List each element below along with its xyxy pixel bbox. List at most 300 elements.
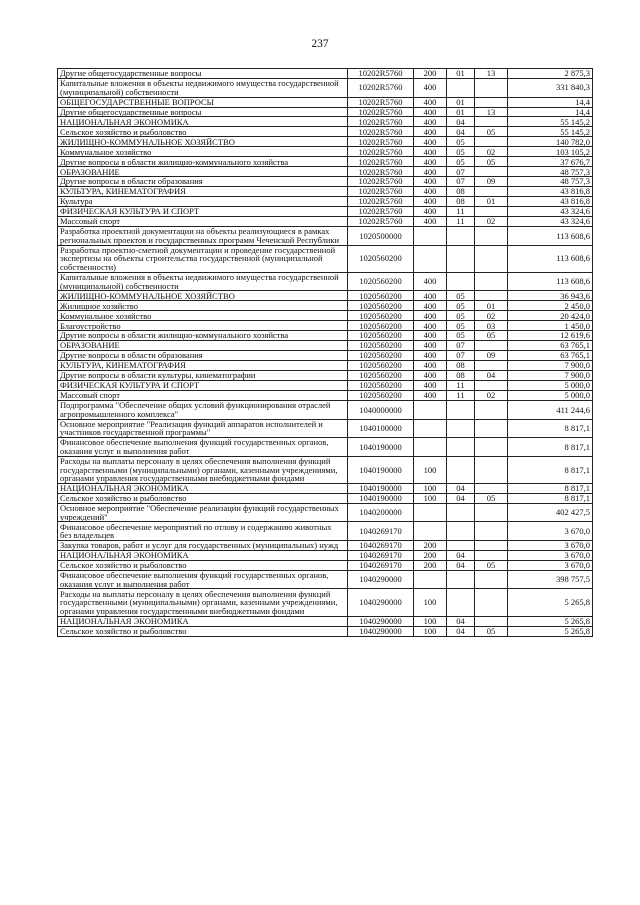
subsection: 02 <box>475 147 508 157</box>
subsection <box>475 550 508 560</box>
target-code: 10202R5760 <box>348 97 414 107</box>
row-name: Другие общегосударственные вопросы <box>58 107 348 117</box>
amount: 331 840,3 <box>508 78 593 97</box>
section: 01 <box>447 107 475 117</box>
row-name: Жилищное хозяйство <box>58 301 348 311</box>
expense-type: 400 <box>414 157 447 167</box>
table-row <box>58 626 593 636</box>
expense-type: 200 <box>414 69 447 79</box>
subsection <box>475 272 508 291</box>
amount: 43 816,8 <box>508 187 593 197</box>
expense-type: 400 <box>414 167 447 177</box>
budget-table-body <box>58 69 593 637</box>
table-row <box>58 381 593 391</box>
amount: 398 757,5 <box>508 570 593 589</box>
table-row <box>58 550 593 560</box>
amount: 48 757,3 <box>508 167 593 177</box>
subsection <box>475 483 508 493</box>
amount: 5 265,8 <box>508 626 593 636</box>
expense-type: 400 <box>414 371 447 381</box>
row-name: Массовый спорт <box>58 391 348 401</box>
table-row <box>58 157 593 167</box>
target-code: 1020560200 <box>348 391 414 401</box>
table-row <box>58 401 593 420</box>
section <box>447 540 475 550</box>
expense-type: 100 <box>414 483 447 493</box>
target-code: 10202R5760 <box>348 107 414 117</box>
target-code: 10202R5760 <box>348 217 414 227</box>
amount: 20 424,0 <box>508 311 593 321</box>
subsection: 05 <box>475 560 508 570</box>
amount: 43 324,6 <box>508 217 593 227</box>
target-code: 1020560200 <box>348 351 414 361</box>
row-name: Благоустройство <box>58 321 348 331</box>
table-row <box>58 522 593 541</box>
budget-table <box>57 68 593 637</box>
target-code: 1040190000 <box>348 438 414 457</box>
target-code: 1020560200 <box>348 291 414 301</box>
row-name: Сельское хозяйство и рыболовство <box>58 560 348 570</box>
row-name: НАЦИОНАЛЬНАЯ ЭКОНОМИКА <box>58 117 348 127</box>
subsection: 02 <box>475 311 508 321</box>
subsection <box>475 227 508 246</box>
row-name: ФИЗИЧЕСКАЯ КУЛЬТУРА И СПОРТ <box>58 381 348 391</box>
target-code: 1040200000 <box>348 503 414 522</box>
target-code: 1020560200 <box>348 371 414 381</box>
row-name: Основное мероприятие "Обеспечение реализации функций государственных учреждений" <box>58 503 348 522</box>
target-code: 1040269170 <box>348 522 414 541</box>
amount: 8 817,1 <box>508 419 593 438</box>
section <box>447 78 475 97</box>
amount: 3 670,0 <box>508 540 593 550</box>
expense-type <box>414 245 447 272</box>
subsection: 05 <box>475 157 508 167</box>
table-row <box>58 107 593 117</box>
section: 05 <box>447 331 475 341</box>
expense-type <box>414 438 447 457</box>
amount: 2 450,0 <box>508 301 593 311</box>
section: 01 <box>447 97 475 107</box>
section: 04 <box>447 550 475 560</box>
section: 07 <box>447 167 475 177</box>
amount: 8 817,1 <box>508 483 593 493</box>
subsection: 05 <box>475 626 508 636</box>
section: 11 <box>447 207 475 217</box>
section: 08 <box>447 371 475 381</box>
subsection <box>475 438 508 457</box>
target-code: 10202R5760 <box>348 117 414 127</box>
amount: 5 000,0 <box>508 391 593 401</box>
subsection <box>475 78 508 97</box>
row-name: Сельское хозяйство и рыболовство <box>58 626 348 636</box>
row-name: НАЦИОНАЛЬНАЯ ЭКОНОМИКА <box>58 483 348 493</box>
table-row <box>58 167 593 177</box>
row-name: Основное мероприятие "Реализация функций аппаратов исполнителей и участников государственной программы" <box>58 419 348 438</box>
target-code: 10202R5760 <box>348 167 414 177</box>
amount: 1 450,0 <box>508 321 593 331</box>
section: 08 <box>447 361 475 371</box>
table-row <box>58 127 593 137</box>
target-code: 1020560200 <box>348 311 414 321</box>
section <box>447 438 475 457</box>
target-code: 1020560200 <box>348 331 414 341</box>
subsection <box>475 522 508 541</box>
section: 04 <box>447 117 475 127</box>
amount: 8 817,1 <box>508 438 593 457</box>
expense-type <box>414 570 447 589</box>
amount: 14,4 <box>508 97 593 107</box>
table-row <box>58 391 593 401</box>
table-row <box>58 371 593 381</box>
section <box>447 245 475 272</box>
amount: 2 875,3 <box>508 69 593 79</box>
subsection: 05 <box>475 127 508 137</box>
section: 07 <box>447 341 475 351</box>
section: 04 <box>447 127 475 137</box>
row-name: Финансовое обеспечение мероприятий по отлову и содержанию животных без владельцев <box>58 522 348 541</box>
subsection <box>475 167 508 177</box>
expense-type: 400 <box>414 331 447 341</box>
row-name: Закупка товаров, работ и услуг для государственных (муниципальных) нужд <box>58 540 348 550</box>
amount: 37 676,7 <box>508 157 593 167</box>
section: 05 <box>447 311 475 321</box>
subsection: 09 <box>475 177 508 187</box>
amount: 43 324,6 <box>508 207 593 217</box>
row-name: Культура <box>58 197 348 207</box>
table-row <box>58 361 593 371</box>
subsection: 13 <box>475 69 508 79</box>
amount: 5 265,8 <box>508 589 593 616</box>
target-code: 1040290000 <box>348 570 414 589</box>
subsection: 02 <box>475 217 508 227</box>
table-row <box>58 438 593 457</box>
target-code: 1040190000 <box>348 456 414 483</box>
expense-type: 400 <box>414 321 447 331</box>
table-row <box>58 351 593 361</box>
table-row <box>58 245 593 272</box>
amount: 5 265,8 <box>508 616 593 626</box>
expense-type: 400 <box>414 117 447 127</box>
target-code: 10202R5760 <box>348 207 414 217</box>
subsection: 01 <box>475 301 508 311</box>
target-code: 1020560200 <box>348 321 414 331</box>
amount: 8 817,1 <box>508 456 593 483</box>
row-name: ОБРАЗОВАНИЕ <box>58 167 348 177</box>
section <box>447 272 475 291</box>
expense-type <box>414 401 447 420</box>
expense-type: 400 <box>414 391 447 401</box>
row-name: ЖИЛИЩНО-КОММУНАЛЬНОЕ ХОЗЯЙСТВО <box>58 137 348 147</box>
expense-type: 400 <box>414 311 447 321</box>
row-name: ФИЗИЧЕСКАЯ КУЛЬТУРА И СПОРТ <box>58 207 348 217</box>
target-code: 1040290000 <box>348 589 414 616</box>
expense-type: 400 <box>414 127 447 137</box>
subsection <box>475 207 508 217</box>
row-name: ОБЩЕГОСУДАРСТВЕННЫЕ ВОПРОСЫ <box>58 97 348 107</box>
expense-type: 200 <box>414 540 447 550</box>
expense-type: 400 <box>414 291 447 301</box>
expense-type: 100 <box>414 456 447 483</box>
subsection <box>475 616 508 626</box>
target-code: 10202R5760 <box>348 69 414 79</box>
section <box>447 401 475 420</box>
table-row <box>58 117 593 127</box>
expense-type: 400 <box>414 341 447 351</box>
row-name: Сельское хозяйство и рыболовство <box>58 493 348 503</box>
amount: 7 900,0 <box>508 361 593 371</box>
target-code: 10202R5760 <box>348 177 414 187</box>
row-name: НАЦИОНАЛЬНАЯ ЭКОНОМИКА <box>58 550 348 560</box>
target-code: 1040190000 <box>348 493 414 503</box>
section: 04 <box>447 493 475 503</box>
row-name: ЖИЛИЩНО-КОММУНАЛЬНОЕ ХОЗЯЙСТВО <box>58 291 348 301</box>
target-code: 1020560200 <box>348 245 414 272</box>
section: 04 <box>447 626 475 636</box>
page-number: 237 <box>311 38 329 50</box>
table-row <box>58 272 593 291</box>
amount: 103 105,2 <box>508 147 593 157</box>
section: 04 <box>447 560 475 570</box>
row-name: Сельское хозяйство и рыболовство <box>58 127 348 137</box>
subsection <box>475 589 508 616</box>
section: 04 <box>447 483 475 493</box>
row-name: Другие вопросы в области жилищно-коммунального хозяйства <box>58 157 348 167</box>
section <box>447 522 475 541</box>
section: 05 <box>447 291 475 301</box>
section: 05 <box>447 147 475 157</box>
amount: 113 608,6 <box>508 272 593 291</box>
amount: 36 943,6 <box>508 291 593 301</box>
target-code: 1040190000 <box>348 483 414 493</box>
expense-type: 400 <box>414 147 447 157</box>
amount: 3 670,0 <box>508 522 593 541</box>
target-code: 1040269170 <box>348 550 414 560</box>
row-name: Другие общегосударственные вопросы <box>58 69 348 79</box>
table-row <box>58 177 593 187</box>
table-row <box>58 147 593 157</box>
subsection <box>475 341 508 351</box>
table-row <box>58 217 593 227</box>
row-name: Разработка проектной документации на объекты реализующиеся в рамках региональных проектов и государственных программ Чеченской Республики <box>58 227 348 246</box>
expense-type: 400 <box>414 272 447 291</box>
subsection <box>475 291 508 301</box>
target-code: 10202R5760 <box>348 157 414 167</box>
amount: 3 670,0 <box>508 560 593 570</box>
table-row <box>58 291 593 301</box>
expense-type: 400 <box>414 207 447 217</box>
expense-type: 400 <box>414 197 447 207</box>
table-row <box>58 69 593 79</box>
section <box>447 227 475 246</box>
table-row <box>58 331 593 341</box>
target-code: 1020560200 <box>348 381 414 391</box>
expense-type: 400 <box>414 97 447 107</box>
target-code: 10202R5760 <box>348 127 414 137</box>
target-code: 1040000000 <box>348 401 414 420</box>
expense-type: 400 <box>414 361 447 371</box>
expense-type: 400 <box>414 187 447 197</box>
subsection: 13 <box>475 107 508 117</box>
expense-type: 200 <box>414 560 447 570</box>
table-row <box>58 589 593 616</box>
table-row <box>58 301 593 311</box>
table-row <box>58 137 593 147</box>
subsection <box>475 401 508 420</box>
table-row <box>58 97 593 107</box>
subsection <box>475 137 508 147</box>
section: 04 <box>447 616 475 626</box>
expense-type: 400 <box>414 137 447 147</box>
table-row <box>58 341 593 351</box>
expense-type <box>414 522 447 541</box>
expense-type: 400 <box>414 217 447 227</box>
target-code: 10202R5760 <box>348 137 414 147</box>
row-name: Другие вопросы в области образования <box>58 351 348 361</box>
row-name: НАЦИОНАЛЬНАЯ ЭКОНОМИКА <box>58 616 348 626</box>
section: 08 <box>447 197 475 207</box>
expense-type: 100 <box>414 616 447 626</box>
amount: 140 782,0 <box>508 137 593 147</box>
section: 11 <box>447 391 475 401</box>
table-row <box>58 197 593 207</box>
subsection: 04 <box>475 371 508 381</box>
section: 07 <box>447 177 475 187</box>
subsection <box>475 187 508 197</box>
section: 05 <box>447 321 475 331</box>
amount: 43 816,8 <box>508 197 593 207</box>
table-row <box>58 419 593 438</box>
table-row <box>58 456 593 483</box>
row-name: Другие вопросы в области жилищно-коммунального хозяйства <box>58 331 348 341</box>
row-name: КУЛЬТУРА, КИНЕМАТОГРАФИЯ <box>58 187 348 197</box>
section: 11 <box>447 217 475 227</box>
table-row <box>58 540 593 550</box>
subsection <box>475 361 508 371</box>
table-row <box>58 483 593 493</box>
amount: 12 619,6 <box>508 331 593 341</box>
amount: 3 670,0 <box>508 550 593 560</box>
row-name: Капитальные вложения в объекты недвижимого имущества государственной (муниципальной) собственности <box>58 78 348 97</box>
row-name: Финансовое обеспечение выполнения функций государственных органов, оказания услуг и выполнения работ <box>58 570 348 589</box>
amount: 55 145,2 <box>508 117 593 127</box>
expense-type <box>414 419 447 438</box>
expense-type: 400 <box>414 301 447 311</box>
expense-type: 400 <box>414 381 447 391</box>
table-row <box>58 227 593 246</box>
target-code: 1040269170 <box>348 540 414 550</box>
amount: 5 000,0 <box>508 381 593 391</box>
target-code: 1020560200 <box>348 361 414 371</box>
expense-type: 100 <box>414 626 447 636</box>
row-name: Финансовое обеспечение выполнения функций государственных органов, оказания услуг и выполнения работ <box>58 438 348 457</box>
subsection: 03 <box>475 321 508 331</box>
table-row <box>58 321 593 331</box>
subsection <box>475 456 508 483</box>
subsection: 02 <box>475 391 508 401</box>
subsection <box>475 117 508 127</box>
table-row <box>58 570 593 589</box>
expense-type: 100 <box>414 589 447 616</box>
expense-type: 400 <box>414 78 447 97</box>
table-row <box>58 187 593 197</box>
section: 05 <box>447 157 475 167</box>
row-name: Другие вопросы в области культуры, кинематографии <box>58 371 348 381</box>
target-code: 1040100000 <box>348 419 414 438</box>
subsection <box>475 381 508 391</box>
row-name: Другие вопросы в области образования <box>58 177 348 187</box>
target-code: 1020500000 <box>348 227 414 246</box>
section: 07 <box>447 351 475 361</box>
section: 01 <box>447 69 475 79</box>
table-row <box>58 207 593 217</box>
amount: 113 608,6 <box>508 227 593 246</box>
row-name: КУЛЬТУРА, КИНЕМАТОГРАФИЯ <box>58 361 348 371</box>
expense-type: 400 <box>414 351 447 361</box>
subsection: 05 <box>475 331 508 341</box>
subsection <box>475 503 508 522</box>
amount: 48 757,3 <box>508 177 593 187</box>
section: 05 <box>447 301 475 311</box>
row-name: Коммунальное хозяйство <box>58 311 348 321</box>
amount: 63 765,1 <box>508 351 593 361</box>
section <box>447 456 475 483</box>
amount: 411 244,6 <box>508 401 593 420</box>
amount: 63 765,1 <box>508 341 593 351</box>
table-row <box>58 560 593 570</box>
section <box>447 589 475 616</box>
row-name: Подпрограмма "Обеспечение общих условий функционирования отраслей агропромышленного комплекса" <box>58 401 348 420</box>
expense-type: 400 <box>414 177 447 187</box>
subsection: 01 <box>475 197 508 207</box>
table-row <box>58 311 593 321</box>
target-code: 10202R5760 <box>348 78 414 97</box>
amount: 113 608,6 <box>508 245 593 272</box>
target-code: 10202R5760 <box>348 187 414 197</box>
target-code: 1040290000 <box>348 616 414 626</box>
target-code: 10202R5760 <box>348 147 414 157</box>
expense-type: 200 <box>414 550 447 560</box>
target-code: 1040269170 <box>348 560 414 570</box>
amount: 8 817,1 <box>508 493 593 503</box>
row-name: ОБРАЗОВАНИЕ <box>58 341 348 351</box>
expense-type <box>414 503 447 522</box>
table-row <box>58 503 593 522</box>
target-code: 1040290000 <box>348 626 414 636</box>
expense-type: 100 <box>414 493 447 503</box>
amount: 14,4 <box>508 107 593 117</box>
section: 05 <box>447 137 475 147</box>
subsection <box>475 97 508 107</box>
amount: 7 900,0 <box>508 371 593 381</box>
expense-type <box>414 227 447 246</box>
section <box>447 570 475 589</box>
target-code: 1020560200 <box>348 341 414 351</box>
row-name: Капитальные вложения в объекты недвижимого имущества государственной (муниципальной) собственности <box>58 272 348 291</box>
target-code: 10202R5760 <box>348 197 414 207</box>
amount: 55 145,2 <box>508 127 593 137</box>
section <box>447 419 475 438</box>
subsection: 05 <box>475 493 508 503</box>
expense-type: 400 <box>414 107 447 117</box>
subsection: 09 <box>475 351 508 361</box>
table-row <box>58 616 593 626</box>
row-name: Расходы на выплаты персоналу в целях обеспечения выполнения функций государственными (муниципальными) органами, казенными учреждениями, органами управления государственными внебюджетными фондами <box>58 589 348 616</box>
row-name: Разработка проектно-сметной документации и проведение государственной экспертизы на объекты строительства государственной (муниципальной собственности) <box>58 245 348 272</box>
section: 11 <box>447 381 475 391</box>
subsection <box>475 245 508 272</box>
row-name: Коммунальное хозяйство <box>58 147 348 157</box>
subsection <box>475 419 508 438</box>
